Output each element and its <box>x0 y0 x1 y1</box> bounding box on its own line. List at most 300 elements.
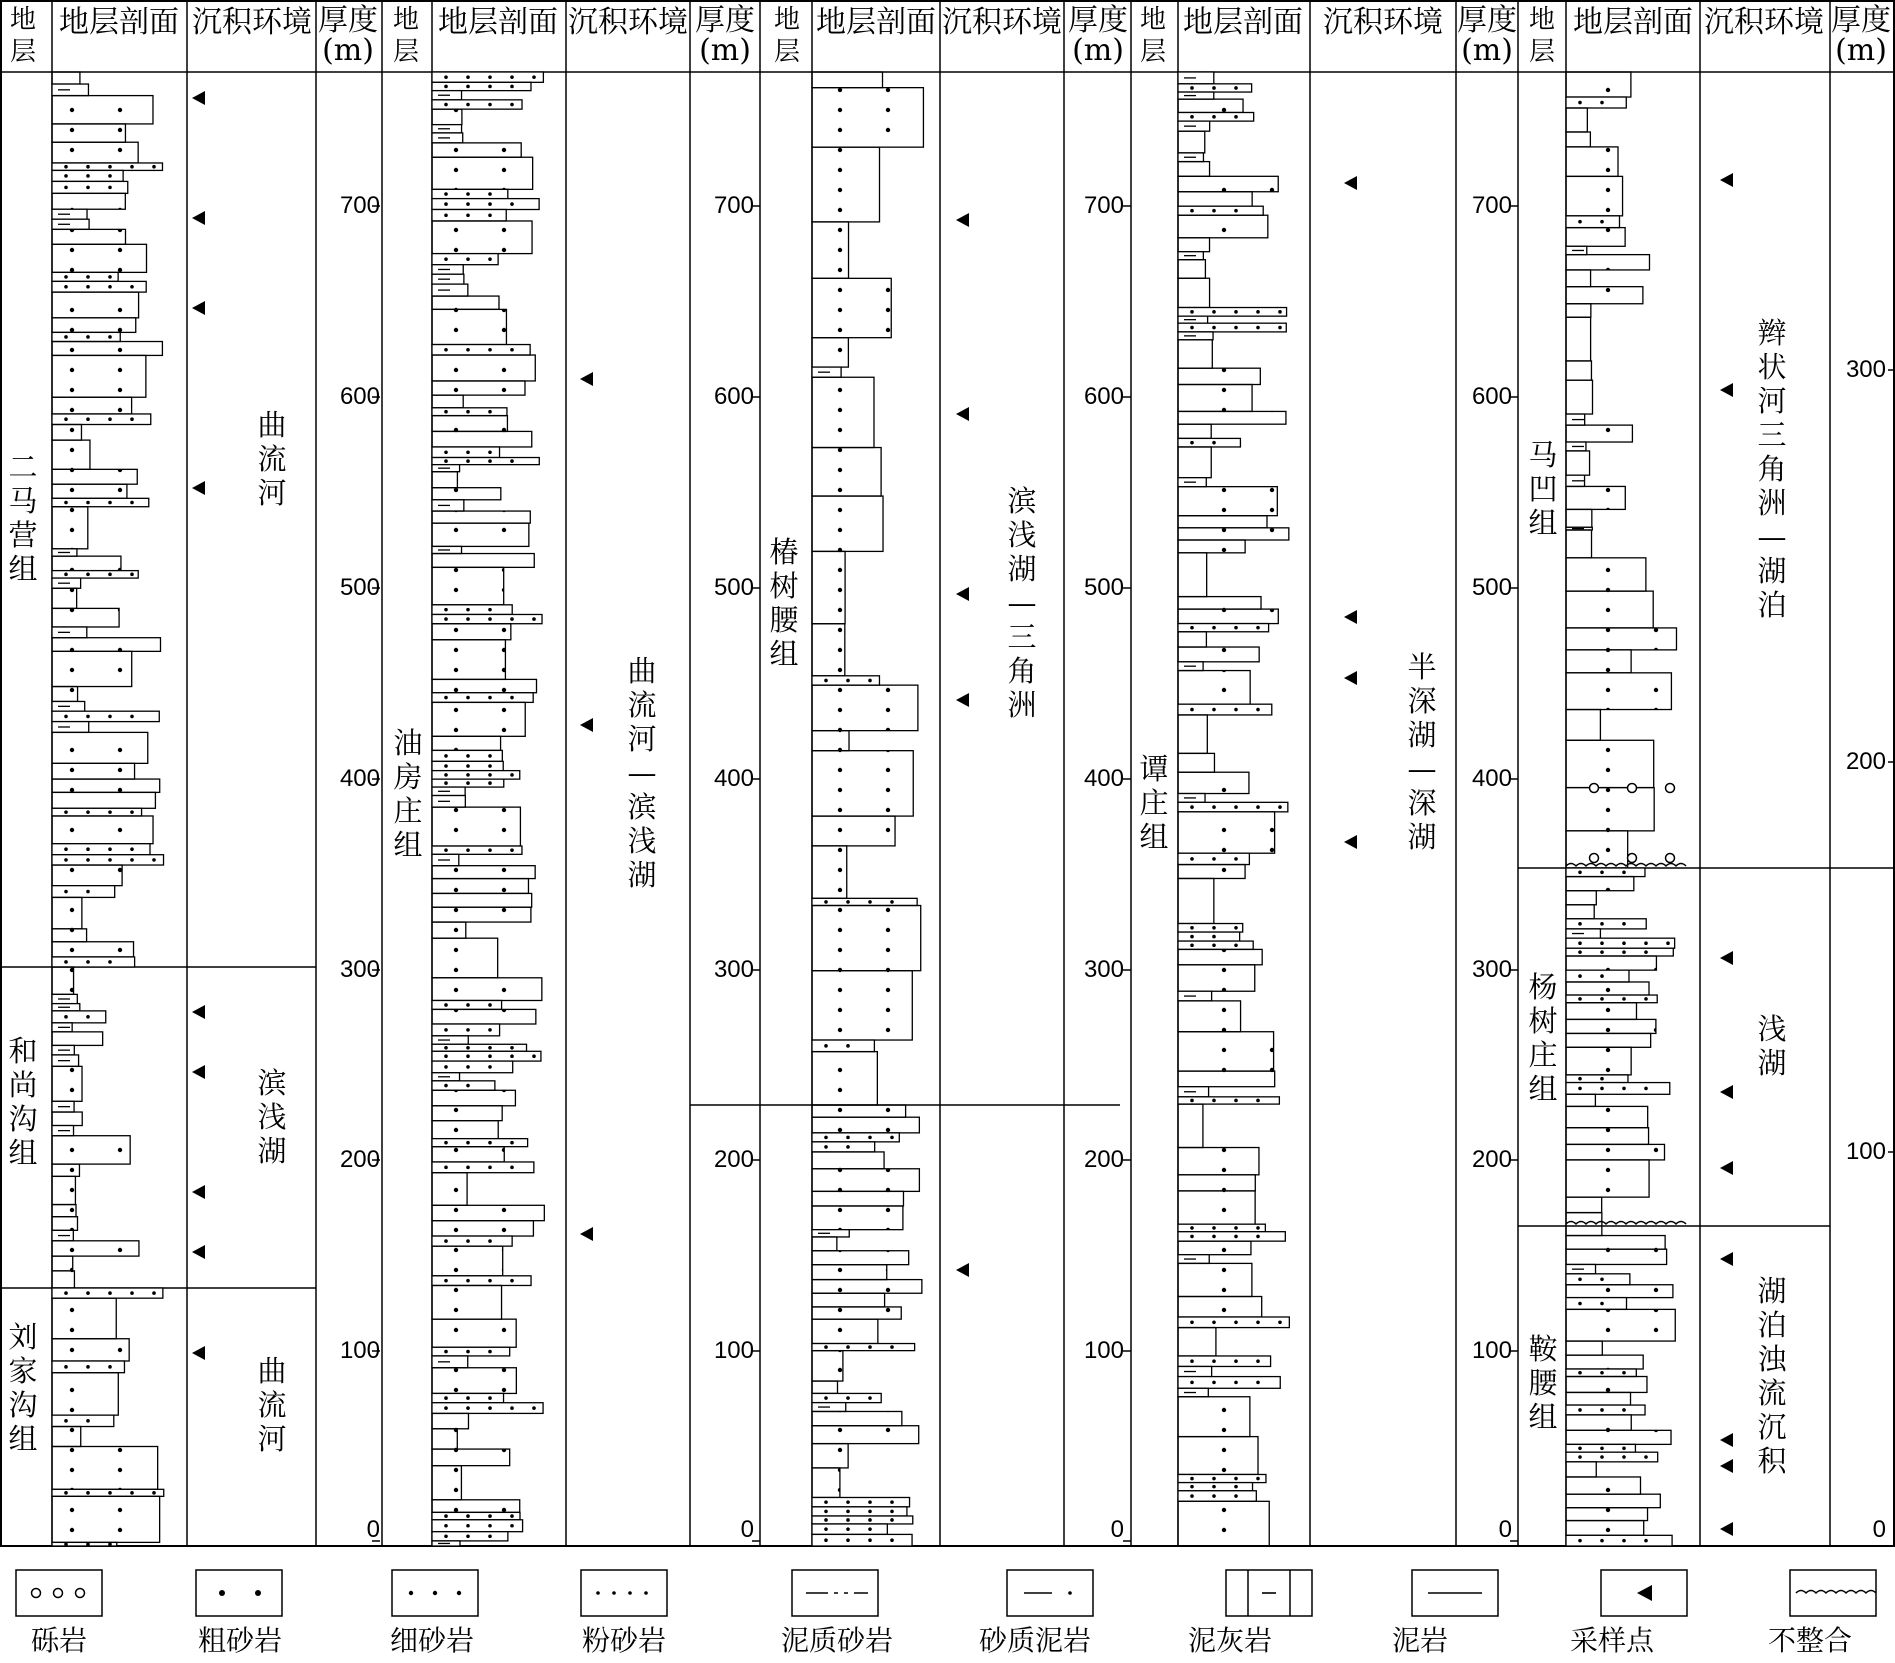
lithology-bed <box>432 1051 541 1061</box>
tick-100-s4: 100 <box>1471 1337 1512 1364</box>
sand-dot <box>1578 1371 1582 1375</box>
lithology-bed <box>432 1500 520 1513</box>
tick-0-s5: 0 <box>1872 1516 1886 1543</box>
sand-dot <box>488 764 492 768</box>
sand-dot <box>1600 1077 1604 1081</box>
sand-dot <box>466 608 470 612</box>
sand-dot <box>846 1538 850 1542</box>
sand-dot <box>466 1396 470 1400</box>
sand-dot <box>1644 941 1648 945</box>
sand-dot <box>86 1015 90 1019</box>
sand-dot <box>86 1542 90 1546</box>
lithology-bed <box>812 624 845 676</box>
lithology-bed <box>432 1466 461 1500</box>
tick-500-s1: 500 <box>339 574 380 601</box>
lithology-bed <box>432 1368 516 1394</box>
lithology-bed <box>1178 238 1210 252</box>
lithology-bed <box>432 472 457 488</box>
sand-dot <box>488 213 492 217</box>
sand-dot <box>824 1538 828 1542</box>
lithology-bed <box>812 1319 878 1343</box>
sand-dot <box>510 202 514 206</box>
lithology-bed <box>1178 540 1245 553</box>
sand-dot <box>824 1145 828 1149</box>
lithology-bed <box>1566 1494 1660 1508</box>
lithology-bed <box>1566 1249 1667 1264</box>
lithology-bed <box>432 893 532 907</box>
sand-dot <box>86 501 90 505</box>
sand-dot <box>510 773 514 777</box>
lithology-bed <box>1566 1377 1647 1393</box>
sand-dot <box>86 573 90 577</box>
lithology-bed <box>432 1036 468 1044</box>
header-stratum-5: 地 层 <box>1528 5 1555 67</box>
tick-200-s2: 200 <box>713 1146 754 1173</box>
sand-dot <box>824 1510 828 1514</box>
sand-dot <box>488 1166 492 1170</box>
sand-dot <box>1190 115 1194 119</box>
lithology-bed <box>52 942 134 957</box>
sand-dot <box>64 1291 68 1295</box>
sand-dot <box>466 192 470 196</box>
lithology-bed <box>432 189 508 198</box>
formation-tanzhuang: 谭 庄 组 <box>1139 752 1169 854</box>
lithology-bed <box>1178 1148 1259 1175</box>
sand-dot <box>1190 926 1194 930</box>
lithology-bed <box>812 1307 901 1319</box>
sand-dot <box>1622 1087 1626 1091</box>
lithology-bed <box>432 1413 468 1428</box>
lithology-bed <box>1566 304 1591 318</box>
lithology-bed <box>1566 740 1654 787</box>
sand-dot <box>532 617 536 621</box>
sand-dot <box>1212 115 1216 119</box>
tick-700-s3: 700 <box>1083 192 1124 219</box>
sand-dot <box>1622 1539 1626 1543</box>
lithology-bed <box>812 1206 903 1230</box>
formation-youfangzhuang: 油 房 庄 组 <box>393 726 423 862</box>
conglomerate-circle <box>1666 784 1675 793</box>
sampling-point-marker <box>1720 1085 1733 1099</box>
header-environment-2: 沉积环境 <box>568 5 688 40</box>
lithology-bed <box>812 1251 909 1265</box>
sand-dot <box>510 1141 514 1145</box>
tick-700-s4: 700 <box>1471 192 1512 219</box>
sand-dot <box>1234 626 1238 630</box>
sand-dot <box>130 165 134 169</box>
sand-dot <box>444 192 448 196</box>
sand-dot <box>488 75 492 79</box>
lithology-bed <box>52 886 115 898</box>
sand-dot <box>86 186 90 190</box>
lithology-bed <box>1178 1328 1216 1356</box>
lithology-bed <box>52 1256 73 1271</box>
sand-dot <box>868 900 872 904</box>
sand-dot <box>1622 1455 1626 1459</box>
lithology-bed <box>1178 1175 1255 1191</box>
lithology-bed <box>1566 1274 1630 1285</box>
sand-dot <box>108 858 112 862</box>
lithology-bed <box>52 792 155 808</box>
lithology-bed <box>1178 924 1243 933</box>
sand-dot <box>1256 1099 1260 1103</box>
sand-dot <box>1256 326 1260 330</box>
lithology-bed <box>432 458 539 465</box>
lithology-bed <box>52 1373 118 1415</box>
lithology-bed <box>1566 1047 1631 1075</box>
sand-dot <box>1212 626 1216 630</box>
tick-200-s4: 200 <box>1471 1146 1512 1173</box>
lithology-bed <box>1566 132 1590 147</box>
tick-100-s1: 100 <box>339 1337 380 1364</box>
tick-600-s2: 600 <box>713 383 754 410</box>
sand-dot <box>444 348 448 352</box>
lithology-bed <box>52 440 90 469</box>
sand-dot <box>488 848 492 852</box>
formation-chunshuyao: 椿 树 腰 组 <box>769 535 799 671</box>
lithology-bed <box>1566 1508 1648 1521</box>
lithology-bed <box>812 1381 837 1393</box>
sand-dot <box>1600 974 1604 978</box>
header-environment-4: 沉积环境 <box>1323 5 1443 40</box>
sand-dot <box>890 900 894 904</box>
lithology-bed <box>812 338 848 367</box>
sand-dot <box>824 900 828 904</box>
sand-dot <box>1234 115 1238 119</box>
lithology-bed <box>1566 1535 1672 1546</box>
lithology-bed <box>812 551 845 623</box>
lithology-bed <box>432 1090 515 1106</box>
tick-200-s3: 200 <box>1083 1146 1124 1173</box>
sand-dot <box>890 1538 894 1542</box>
lithology-bed <box>1178 1297 1262 1317</box>
sand-dot <box>1256 310 1260 314</box>
lithology-bed <box>432 431 532 447</box>
lithology-bed <box>1566 1003 1636 1020</box>
lithology-bed <box>432 296 499 309</box>
lithology-bed <box>1566 287 1643 304</box>
lithology-bed <box>812 147 880 222</box>
lithology-bed <box>1178 1191 1255 1224</box>
sand-dot <box>1212 857 1216 861</box>
sand-dot <box>488 1239 492 1243</box>
sand-dot <box>1212 1099 1216 1103</box>
lithology-bed <box>432 309 506 344</box>
lithology-bed <box>1566 1236 1665 1250</box>
lithology-bed <box>1566 176 1623 215</box>
lithology-bed <box>52 1496 160 1542</box>
sand-dot <box>1212 209 1216 213</box>
lithology-bed <box>1566 1033 1651 1047</box>
sand-dot <box>1234 943 1238 947</box>
sand-dot <box>444 1054 448 1058</box>
lithology-bed <box>52 929 87 942</box>
sampling-point-marker <box>1720 1252 1733 1266</box>
sampling-point-marker <box>580 1227 593 1241</box>
sand-dot <box>444 848 448 852</box>
lithology-bed <box>1178 553 1207 597</box>
sand-dot <box>64 174 68 178</box>
header-profile-3: 地层剖面 <box>816 5 936 40</box>
sand-dot <box>1234 1494 1238 1498</box>
sand-dot <box>488 1524 492 1528</box>
sand-dot <box>108 573 112 577</box>
legend-dot <box>433 1591 437 1595</box>
lithology-bed <box>1178 516 1267 528</box>
sand-dot <box>846 1527 850 1531</box>
sand-dot <box>1234 926 1238 930</box>
sampling-point-marker <box>1344 671 1357 685</box>
sand-dot <box>868 1510 872 1514</box>
lithology-bed <box>1566 558 1646 591</box>
lithology-bed <box>52 244 147 272</box>
sand-dot <box>108 1365 112 1369</box>
sampling-point-marker <box>1344 835 1357 849</box>
lithology-bed <box>1178 1001 1241 1032</box>
lithology-bed <box>52 1164 79 1176</box>
lithology-bed <box>1178 424 1211 438</box>
lithology-bed <box>1566 891 1596 905</box>
lithology-bed <box>52 816 153 844</box>
lithology-bed <box>52 1032 103 1046</box>
sand-dot <box>868 1518 872 1522</box>
sand-dot <box>1622 941 1626 945</box>
legend-box-coarse-dots <box>196 1570 282 1616</box>
sand-dot <box>1600 1539 1604 1543</box>
lithology-bed <box>1566 956 1656 970</box>
sand-dot <box>108 1491 112 1495</box>
legend-dot <box>596 1591 600 1595</box>
sand-dot <box>108 501 112 505</box>
sand-dot <box>64 1491 68 1495</box>
sand-dot <box>444 450 448 454</box>
lithology-bed <box>1178 753 1214 772</box>
sand-dot <box>1578 974 1582 978</box>
lithology-bed <box>1178 802 1288 812</box>
sand-dot <box>1600 1446 1604 1450</box>
lithology-bed <box>52 897 82 928</box>
lithology-bed <box>812 846 847 898</box>
lithology-bed <box>812 971 912 1040</box>
tick-0-s3: 0 <box>1110 1516 1124 1543</box>
lithology-bed <box>432 1061 513 1073</box>
sand-dot <box>108 417 112 421</box>
sand-dot <box>86 1419 90 1423</box>
environment-meandering-river-2: 曲 流 河 <box>257 1354 287 1456</box>
legend-wave <box>1796 1591 1876 1594</box>
sand-dot <box>510 1514 514 1518</box>
sand-dot <box>1256 1381 1260 1385</box>
sand-dot <box>1212 1485 1216 1489</box>
legend-label-coarse-sandstone: 粗砂岩 <box>197 1624 282 1657</box>
lithology-bed <box>1566 486 1625 509</box>
lithology-bed <box>432 736 501 750</box>
sand-dot <box>64 715 68 719</box>
sand-dot <box>152 1291 156 1295</box>
sand-dot <box>488 1003 492 1007</box>
sand-dot <box>130 285 134 289</box>
sampling-point-marker <box>192 481 205 495</box>
sampling-point-marker <box>192 211 205 225</box>
lithology-bed <box>812 1169 919 1192</box>
lithology-bed <box>52 1205 76 1217</box>
sand-dot <box>64 960 68 964</box>
header-stratum-2: 地 层 <box>392 5 419 67</box>
lithology-bed <box>1178 1437 1258 1475</box>
lithology-bed <box>432 1009 536 1024</box>
header-profile-1: 地层剖面 <box>59 5 179 40</box>
sand-dot <box>64 335 68 339</box>
sand-dot <box>824 679 828 683</box>
sand-dot <box>466 410 470 414</box>
lithology-bed <box>1566 1405 1645 1415</box>
sand-dot <box>1212 935 1216 939</box>
sand-dot <box>108 285 112 289</box>
sand-dot <box>488 459 492 463</box>
legend-label-unconformity: 不整合 <box>1767 1624 1852 1657</box>
legend-label-fine-sandstone: 细砂岩 <box>389 1624 474 1657</box>
sand-dot <box>444 1534 448 1538</box>
sand-dot <box>1234 857 1238 861</box>
lithology-bed <box>1566 1415 1631 1430</box>
sand-dot <box>444 1046 448 1050</box>
sand-dot <box>1190 1477 1194 1481</box>
lithology-bed <box>432 614 542 623</box>
legend-circle <box>54 1589 63 1598</box>
legend-dot <box>255 1590 261 1596</box>
lithology-bed <box>1566 108 1587 132</box>
lithology-bed <box>432 807 520 846</box>
sampling-point-marker <box>956 587 969 601</box>
sand-dot <box>1234 1359 1238 1363</box>
sand-dot <box>130 1491 134 1495</box>
lithology-bed <box>1178 278 1210 307</box>
lithology-bed <box>1566 982 1649 995</box>
sand-dot <box>1578 1446 1582 1450</box>
lithology-bed <box>812 906 921 971</box>
lithology-bed <box>812 1280 922 1294</box>
lithology-bed <box>52 1271 74 1288</box>
sand-dot <box>444 773 448 777</box>
legend-circle <box>76 1589 85 1598</box>
lithology-bed <box>432 1121 498 1139</box>
sand-dot <box>1278 1320 1282 1324</box>
lithology-bed <box>812 1411 902 1425</box>
sand-dot <box>824 1044 828 1048</box>
sand-dot <box>444 1028 448 1032</box>
lithology-bed <box>1566 1392 1631 1405</box>
legend-dot <box>1068 1591 1072 1595</box>
sand-dot <box>444 1406 448 1410</box>
sand-dot <box>1578 1077 1582 1081</box>
lithology-bed <box>52 469 137 484</box>
lithology-bed <box>812 1105 906 1117</box>
tick-0-s2: 0 <box>740 1516 754 1543</box>
sand-dot <box>1622 950 1626 954</box>
lithology-bed <box>432 702 525 736</box>
sand-dot <box>1600 1277 1604 1281</box>
lithology-bed <box>52 1136 130 1164</box>
sand-dot <box>1212 708 1216 712</box>
lithology-bed <box>812 1444 848 1468</box>
sand-dot <box>1212 310 1216 314</box>
lithology-bed <box>432 1532 508 1541</box>
sand-dot <box>86 174 90 178</box>
sand-dot <box>86 1365 90 1369</box>
sand-dot <box>1666 941 1670 945</box>
sand-dot <box>466 1534 470 1538</box>
lithology-bed <box>812 731 849 751</box>
sand-dot <box>510 617 514 621</box>
lithology-bed <box>1566 1128 1649 1145</box>
lithology-bed <box>52 732 148 763</box>
lithology-bed <box>1178 340 1212 368</box>
lithology-bed <box>1178 671 1250 705</box>
legend-dot <box>457 1591 461 1595</box>
sand-dot <box>86 335 90 339</box>
tick-300-s3: 300 <box>1083 956 1124 983</box>
header-profile-5: 地层剖面 <box>1573 5 1693 40</box>
lithology-bed <box>1178 308 1287 317</box>
sand-dot <box>890 1136 894 1140</box>
sand-dot <box>510 1046 514 1050</box>
sand-dot <box>532 1054 536 1058</box>
sand-dot <box>488 202 492 206</box>
sand-dot <box>824 1527 828 1531</box>
sand-dot <box>1212 326 1216 330</box>
sand-dot <box>488 1396 492 1400</box>
sand-dot <box>488 1279 492 1283</box>
sand-dot <box>444 1279 448 1283</box>
lithology-bed <box>812 377 874 447</box>
header-environment-3: 沉积环境 <box>942 5 1062 40</box>
sand-dot <box>466 1054 470 1058</box>
sand-dot <box>1256 1359 1260 1363</box>
header-thickness-5: 厚度 (m) <box>1831 3 1891 68</box>
lithology-bed <box>52 967 74 994</box>
sand-dot <box>444 257 448 261</box>
lithology-bed <box>432 640 505 680</box>
sand-dot <box>868 1136 872 1140</box>
sand-dot <box>86 715 90 719</box>
sampling-point-marker <box>1720 951 1733 965</box>
legend-circle <box>32 1589 41 1598</box>
legend-dot <box>628 1591 632 1595</box>
sampling-point-marker <box>1720 1459 1733 1473</box>
sand-dot <box>890 1500 894 1504</box>
header-thickness-4: 厚度 (m) <box>1457 3 1517 68</box>
sand-dot <box>488 103 492 107</box>
sand-dot <box>1578 1302 1582 1306</box>
lithology-bed <box>52 608 119 627</box>
sand-dot <box>510 348 514 352</box>
sand-dot <box>86 417 90 421</box>
tick-400-s1: 400 <box>339 765 380 792</box>
sand-dot <box>1212 1359 1216 1363</box>
sand-dot <box>64 285 68 289</box>
lithology-bed <box>812 685 918 731</box>
lithology-bed <box>812 1230 849 1237</box>
sand-dot <box>1190 857 1194 861</box>
sand-dot <box>488 450 492 454</box>
lithology-bed <box>432 978 542 1001</box>
sand-dot <box>64 890 68 894</box>
sand-dot <box>1190 310 1194 314</box>
sand-dot <box>510 1166 514 1170</box>
sand-dot <box>890 1345 894 1349</box>
lithology-bed <box>432 554 534 568</box>
sand-dot <box>1190 1320 1194 1324</box>
